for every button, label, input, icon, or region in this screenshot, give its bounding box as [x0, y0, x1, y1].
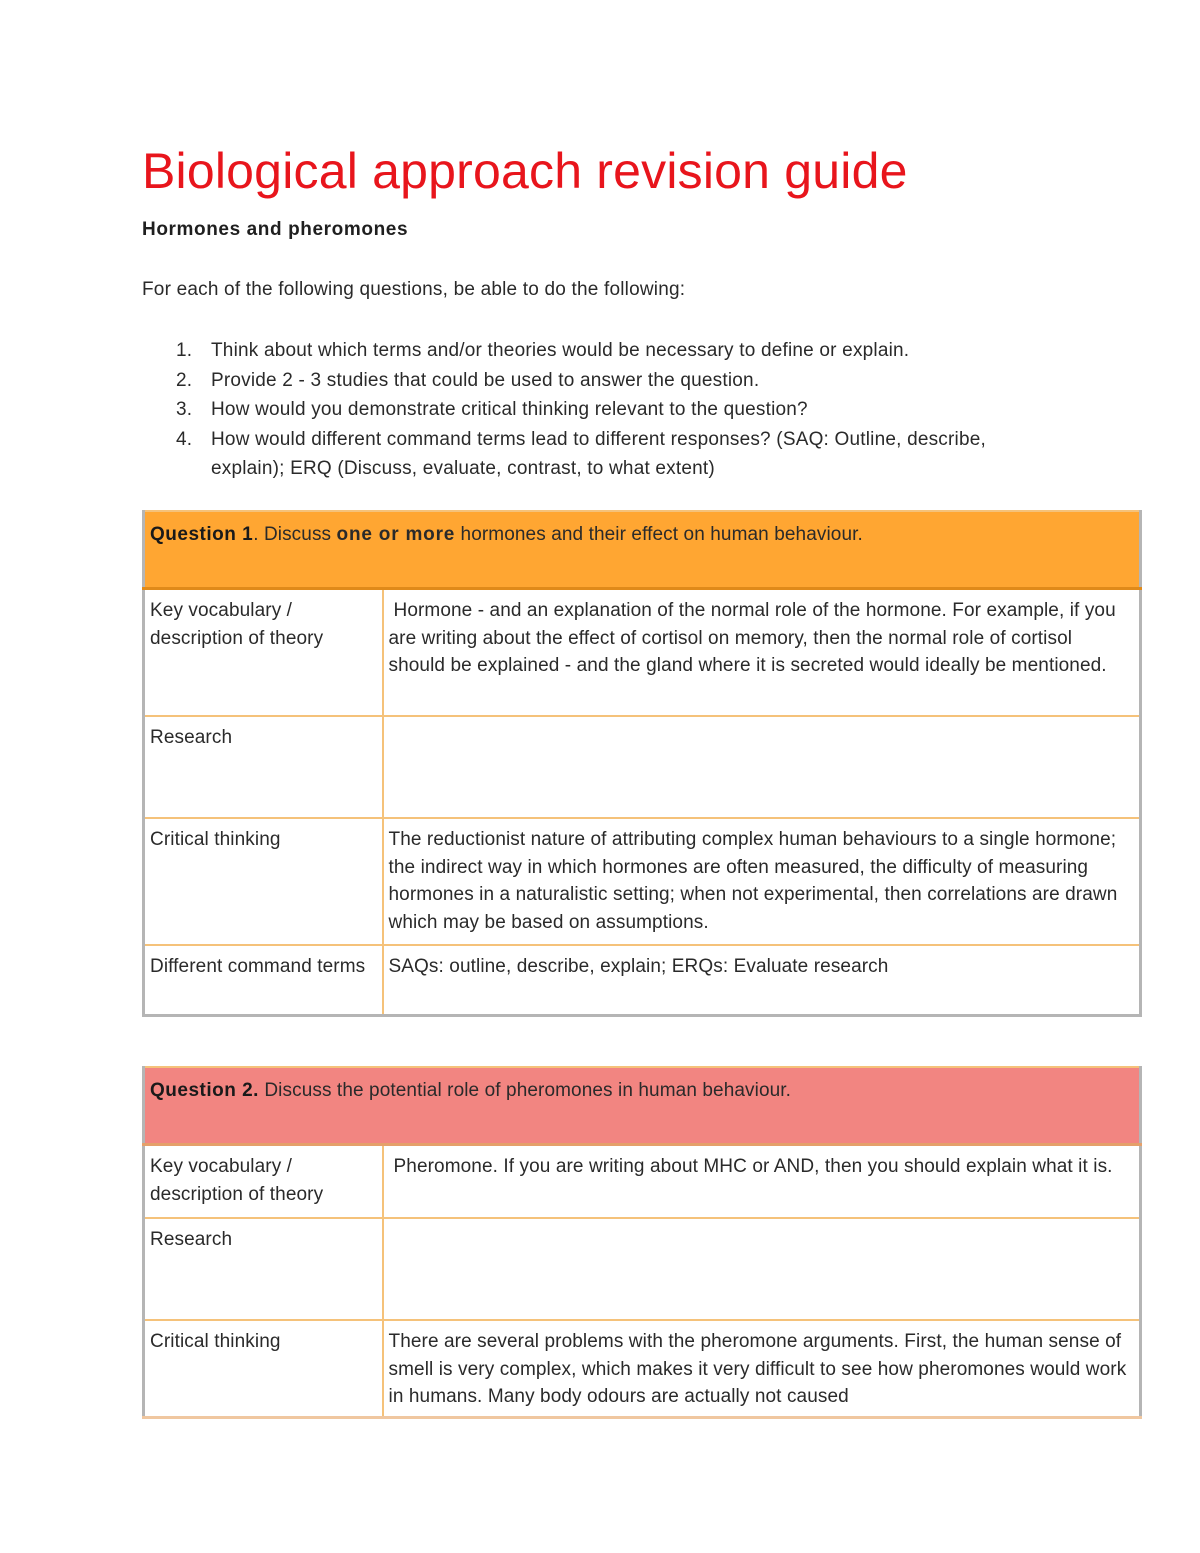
row-label: Different command terms [144, 945, 383, 1016]
row-content [383, 1218, 1141, 1320]
row-content-text: Hormone - and an explanation of the normal role of the hormone. For example, if you are writing about the effect of cortisol on memory, then the normal role of cortisol should be explained - and the gland where it is secreted would ideally be mentioned. [388, 600, 1116, 676]
question-1-suffix: hormones and their effect on human behaviour. [455, 524, 863, 545]
row-label: Key vocabulary / description of theory [144, 589, 383, 717]
document-title: Biological approach revision guide [142, 143, 908, 199]
question-1-table [142, 510, 1142, 1017]
row-content: The reductionist nature of attributing complex human behaviours to a single hormone; the indirect way in which hormones are often measured, the difficulty of measuring hormones in a naturalistic setting; when not experimental, then correlations are drawn which may be based on assumptions. [383, 818, 1141, 945]
question-1-prefix: . Discuss [253, 524, 337, 545]
table-row [144, 1320, 1141, 1418]
question-1-label: Question 1 [150, 524, 254, 545]
table-row [144, 589, 1141, 717]
row-content [383, 589, 1141, 717]
question-2-table [142, 1066, 1142, 1419]
table-row [144, 1218, 1141, 1320]
table-row [144, 716, 1141, 818]
list-item [142, 395, 1022, 425]
row-content-text: Pheromone. If you are writing about MHC or AND, then you should explain what it is. [393, 1156, 1113, 1177]
list-number: 4. [176, 428, 193, 450]
row-content [383, 1145, 1141, 1219]
table-row [144, 1145, 1141, 1219]
intro-text: For each of the following questions, be able to do the following: [142, 279, 686, 300]
row-label: Critical thinking [144, 818, 383, 945]
list-number: 3. [176, 399, 193, 421]
question-2-text: Discuss the potential role of pheromones in human behaviour. [258, 1080, 792, 1101]
instructions-list [142, 336, 1022, 484]
row-content [383, 716, 1141, 818]
row-label: Research [144, 716, 383, 818]
question-2-header [144, 1067, 1141, 1145]
list-item [142, 366, 1022, 396]
section-heading: Hormones and pheromones [142, 219, 409, 240]
question-2-header-cell [144, 1067, 1141, 1145]
list-item [142, 336, 1022, 366]
table-row [144, 945, 1141, 1016]
list-number: 1. [176, 340, 193, 361]
list-item-text: How would different command terms lead to different responses? (SAQ: Outline, describe, explain); ERQ (Discuss, evaluate, contrast, to what extent) [211, 428, 986, 480]
question-2-label: Question 2. [150, 1080, 259, 1101]
question-1-header-cell [144, 511, 1141, 589]
row-content: There are several problems with the pheromone arguments. First, the human sense of smell is very complex, which makes it very difficult to see how pheromones would work in humans. Many body odours are actually not caused [383, 1320, 1141, 1418]
row-label: Critical thinking [144, 1320, 383, 1418]
row-label: Key vocabulary / description of theory [144, 1145, 383, 1219]
question-1-header [144, 511, 1141, 589]
row-label: Research [144, 1218, 383, 1320]
question-1-emphasis: one or more [336, 524, 456, 545]
table-row [144, 818, 1141, 945]
list-item-text: Provide 2 - 3 studies that could be used to answer the question. [211, 369, 760, 391]
list-item [142, 425, 1022, 484]
list-item-text: How would you demonstrate critical thinking relevant to the question? [211, 399, 808, 421]
row-content: SAQs: outline, describe, explain; ERQs: Evaluate research [383, 945, 1141, 1016]
list-item-text: Think about which terms and/or theories would be necessary to define or explain. [211, 340, 910, 361]
list-number: 2. [176, 369, 193, 391]
